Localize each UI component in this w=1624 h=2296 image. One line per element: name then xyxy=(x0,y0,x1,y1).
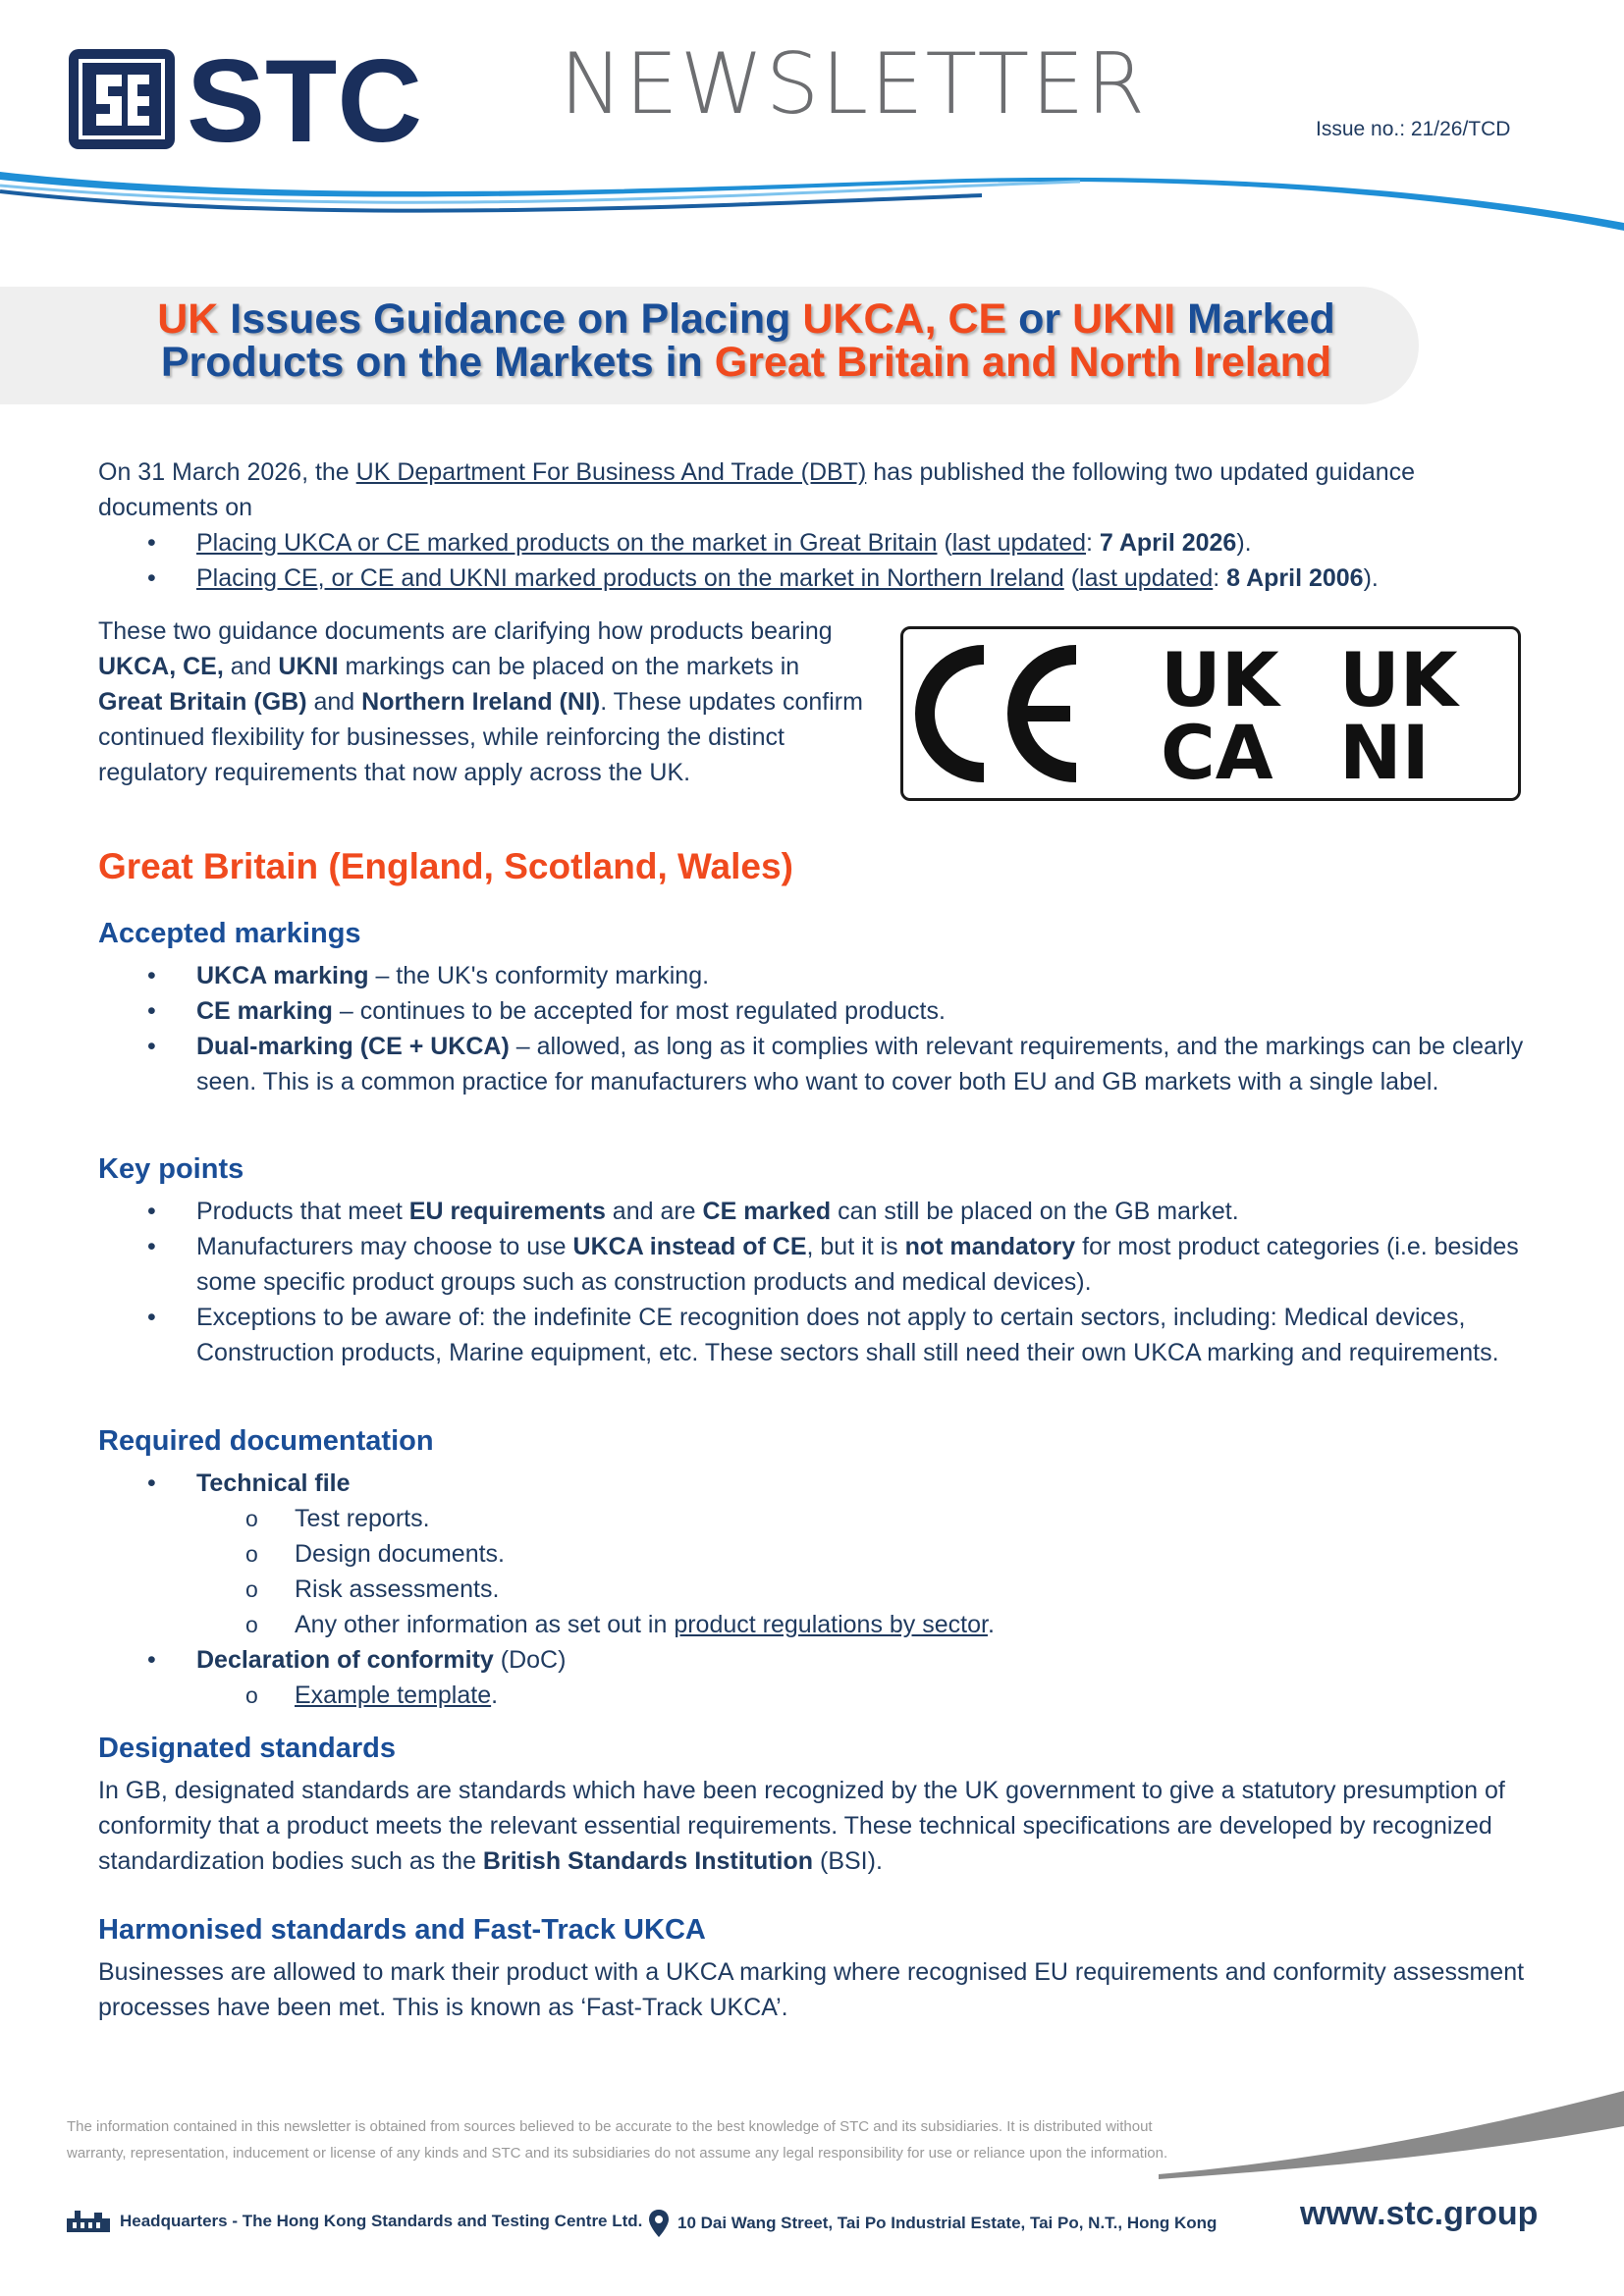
list-item: • Placing UKCA or CE marked products on the market in Great Britain (last updated: 7 April 2026). xyxy=(98,525,1532,561)
subheading-docs: Required documentation xyxy=(98,1425,434,1457)
header-swoosh xyxy=(0,162,1624,240)
building-icon xyxy=(65,2209,112,2234)
last-updated-link[interactable]: last updated xyxy=(951,529,1086,557)
sub-list-item: o Example template. xyxy=(196,1678,1532,1713)
section-heading-gb: Great Britain (England, Scotland, Wales) xyxy=(98,846,793,886)
accepted-markings-section xyxy=(98,913,1532,1099)
newsletter-wordmark: NEWSLETTER xyxy=(560,35,1148,133)
gb-guidance-link[interactable]: Placing UKCA or CE marked products on the market in Great Britain xyxy=(196,529,938,557)
list-item: • Placing CE, or CE and UKNI marked products on the market in Northern Ireland (last updated: 8 April 2006). xyxy=(98,561,1532,596)
sub-list-item: o Risk assessments. xyxy=(196,1572,1532,1607)
headquarters: Headquarters - The Hong Kong Standards and Testing Centre Ltd. xyxy=(65,2209,642,2234)
designated-standards-section: Designated standards In GB, designated standards are standards which have been recognized by the UK government to give a statutory presumption of conformity that a product meets the relevant essential requirements. These technical specifications are developed by recognized standardization bodies such as the British Standards Institution (BSI). xyxy=(98,1728,1532,1879)
list-item: • UKCA marking – the UK's conformity marking. xyxy=(98,958,1532,993)
list-item: • Technical file o Test reports. o Design documents. o Risk assessments. o Any other information as set out in product regulations by sector. xyxy=(98,1466,1532,1642)
sub-list-item: o Any other information as set out in product regulations by sector. xyxy=(196,1607,1532,1642)
subheading-key-points: Key points xyxy=(98,1153,244,1185)
svg-text:NI: NI xyxy=(1339,709,1430,796)
list-item: • Exceptions to be aware of: the indefinite CE recognition does not apply to certain sectors, including: Medical devices, Construction products, Marine equipment, etc. These sectors shall still need their own UKCA marking and requirements. xyxy=(98,1300,1532,1370)
subheading-harmonised: Harmonised standards and Fast-Track UKCA xyxy=(98,1914,706,1946)
harmonised-standards-section: Harmonised standards and Fast-Track UKCA Businesses are allowed to mark their product with a UKCA marking where recognised EU requirements and conformity assessment processes have been met. This is known as ‘Fast-Track UKCA’. xyxy=(98,1909,1532,2025)
location-pin-icon xyxy=(648,2209,670,2238)
address: 10 Dai Wang Street, Tai Po Industrial Estate, Tai Po, N.T., Hong Kong xyxy=(648,2209,1217,2238)
sub-list-item: o Test reports. xyxy=(196,1501,1532,1536)
product-regulations-link[interactable]: product regulations by sector xyxy=(674,1611,988,1638)
intro-paragraph: On 31 March 2026, the UK Department For Business And Trade (DBT) has published the following two updated guidance documents on • Placing UKCA or CE marked products on the market in Great Britain (last updated: 7 April 2026). • Placing CE, or CE and UKNI marked products on the market in Northern Ireland (last updated: 8 April 2006). xyxy=(98,454,1532,596)
key-points-section xyxy=(98,1148,1532,1370)
stc-logo xyxy=(67,45,460,153)
markings-image xyxy=(900,626,1521,801)
list-item: • Declaration of conformity (DoC) o Example template. xyxy=(98,1642,1532,1713)
issue-number: Issue no.: 21/26/TCD xyxy=(1316,118,1511,140)
list-item: • CE marking – continues to be accepted for most regulated products. xyxy=(98,993,1532,1029)
disclaimer: The information contained in this newsletter is obtained from sources believed to be accurate to the best knowledge of STC and its subsidiaries. It is distributed without warranty, representation, inducement or license of any kinds and STC and its subsidiaries do not assume any legal responsibility for use or reliance upon the information. xyxy=(67,2118,1168,2162)
overview-paragraph: These two guidance documents are clarifying how products bearing UKCA, CE, and UKNI markings can be placed on the markets in Great Britain (GB) and Northern Ireland (NI). These updates confirm continued flexibility for businesses, while reinforcing the distinct regulatory requirements that now apply across the UK. xyxy=(98,617,863,786)
required-documentation-section xyxy=(98,1420,1532,1713)
sub-list-item: o Design documents. xyxy=(196,1536,1532,1572)
list-item: • Dual‑marking (CE + UKCA) – allowed, as long as it complies with relevant requirements, and the markings can be clearly seen. This is a common practice for manufacturers who want to cover both EU and GB markets with a single label. xyxy=(98,1029,1532,1099)
website-link[interactable]: www.stc.group xyxy=(1300,2195,1539,2232)
svg-text:STC: STC xyxy=(187,45,422,153)
list-item: • Products that meet EU requirements and are CE marked can still be placed on the GB market. xyxy=(98,1194,1532,1229)
svg-text:UK: UK xyxy=(1339,636,1458,723)
svg-text:CA: CA xyxy=(1161,709,1273,796)
list-item: • Manufacturers may choose to use UKCA instead of CE, but it is not mandatory for most product categories (i.e. besides some specific product groups such as construction products and medical devices). xyxy=(98,1229,1532,1300)
example-template-link[interactable]: Example template xyxy=(295,1682,492,1709)
svg-text:UK: UK xyxy=(1161,636,1279,723)
subheading-accepted: Accepted markings xyxy=(98,918,361,949)
page-title: UK Issues Guidance on Placing UKCA, CE or UKNI Marked Products on the Markets in Great Britain and North Ireland xyxy=(157,295,1335,386)
ni-guidance-link[interactable]: Placing CE, or CE and UKNI marked products on the market in Northern Ireland xyxy=(196,564,1064,592)
dbt-link[interactable]: UK Department For Business And Trade (DBT) xyxy=(355,458,867,486)
ce-ukca-ukni-marks xyxy=(903,629,1518,798)
last-updated-link[interactable]: last updated xyxy=(1079,564,1214,592)
subheading-designated: Designated standards xyxy=(98,1733,396,1764)
